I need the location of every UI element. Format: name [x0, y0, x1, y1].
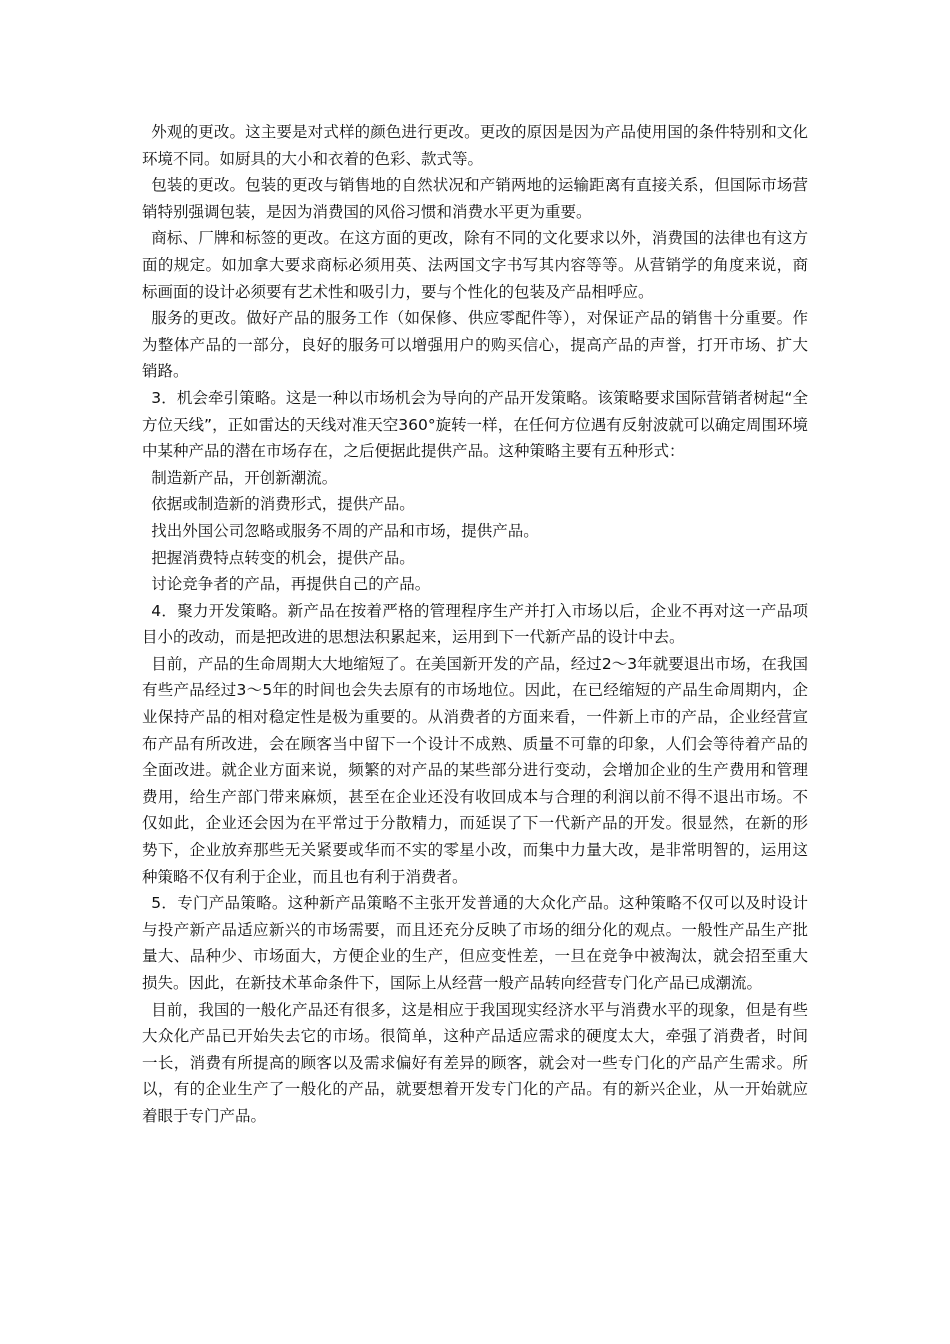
- paragraph-appearance-change: 外观的更改。这主要是对式样的颜色进行更改。更改的原因是因为产品使用国的条件特别和文化环境不同。如厨具的大小和衣着的色彩、款式等。: [142, 123, 808, 168]
- list-item-form-1: 制造新产品，开创新潮流。: [151, 468, 338, 487]
- paragraph-service-change: 服务的更改。做好产品的服务工作（如保修、供应零配件等），对保证产品的销售十分重要。作为整体产品的一部分，良好的服务可以增强用户的购买信心，提高产品的声誉，打开市场、扩大销路。: [142, 309, 808, 381]
- list-item-form-4: 把握消费特点转变的机会，提供产品。: [151, 548, 415, 567]
- list-item-form-5: 讨论竞争者的产品，再提供自己的产品。: [151, 575, 431, 594]
- document-body: [142, 119, 808, 1130]
- paragraph-specialized-product-strategy: 5．专门产品策略。这种新产品策略不主张开发普通的大众化产品。这种策略不仅可以及时设计与投产新产品适应新兴的市场需要，而且还充分反映了市场的细分化的观点。一般性产品生产批量大、品种少、市场面大，方便企业的生产，但应变性差，一旦在竞争中被淘汰，就会招至重大损失。因此，在新技术革命条件下，国际上从经营一般产品转向经营专门化产品已成潮流。: [142, 894, 808, 992]
- paragraph-focused-development-strategy: 4．聚力开发策略。新产品在按着严格的管理程序生产并打入市场以后，企业不再对这一产品项目小的改动，而是把改进的思想法积累起来，运用到下一代新产品的设计中去。: [142, 601, 808, 647]
- paragraph-opportunity-strategy: 3．机会牵引策略。这是一种以市场机会为导向的产品开发策略。该策略要求国际营销者树起“全方位天线”，正如雷达的天线对准天空360°旋转一样，在任何方位遇有反射波就可以确定周围环境中某种产品的潜在市场存在，之后便据此提供产品。这种策略主要有五种形式：: [142, 388, 808, 461]
- list-item-form-2: 依据或制造新的消费形式，提供产品。: [151, 495, 415, 514]
- paragraph-packaging-change: 包装的更改。包装的更改与销售地的自然状况和产销两地的运输距离有直接关系，但国际市场营销特别强调包装，是因为消费国的风俗习惯和消费水平更为重要。: [142, 176, 808, 221]
- paragraph-general-products-china: 目前，我国的一般化产品还有很多，这是相应于我国现实经济水平与消费水平的现象，但是有些大众化产品已开始失去它的市场。很简单，这种产品适应需求的硬度太大，牵强了消费者，时间一长，消费有所提高的顾客以及需求偏好有差异的顾客，就会对一些专门化的产品产生需求。所以，有的企业生产了一般化的产品，就要想着开发专门化的产品。有的新兴企业，从一开始就应着眼于专门产品。: [142, 1000, 808, 1125]
- paragraph-trademark-change: 商标、厂牌和标签的更改。在这方面的更改，除有不同的文化要求以外，消费国的法律也有这方面的规定。如加拿大要求商标必须用英、法两国文字书写其内容等等。从营销学的角度来说，商标画面的设计必须要有艺术性和吸引力，要与个性化的包装及产品相呼应。: [142, 229, 808, 301]
- list-item-form-3: 找出外国公司忽略或服务不周的产品和市场，提供产品。: [151, 521, 539, 540]
- paragraph-product-lifecycle: 目前，产品的生命周期大大地缩短了。在美国新开发的产品，经过2～3年就要退出市场，在我国有些产品经过3～5年的时间也会失去原有的市场地位。因此，在已经缩短的产品生命周期内，企业保持产品的相对稳定性是极为重要的。从消费者的方面来看，一件新上市的产品，企业经营宣布产品有所改进，会在顾客当中留下一个设计不成熟、质量不可靠的印象，人们会等待着产品的全面改进。就企业方面来说，频繁的对产品的某些部分进行变动，会增加企业的生产费用和管理费用，给生产部门带来麻烦，甚至在企业还没有收回成本与合理的利润以前不得不退出市场。不仅如此，企业还会因为在平常过于分散精力，而延误了下一代新产品的开发。很显然，在新的形势下，企业放弃那些无关紧要或华而不实的零星小改，而集中力量大改，是非常明智的，运用这种策略不仅有利于企业，而且也有利于消费者。: [142, 654, 808, 886]
